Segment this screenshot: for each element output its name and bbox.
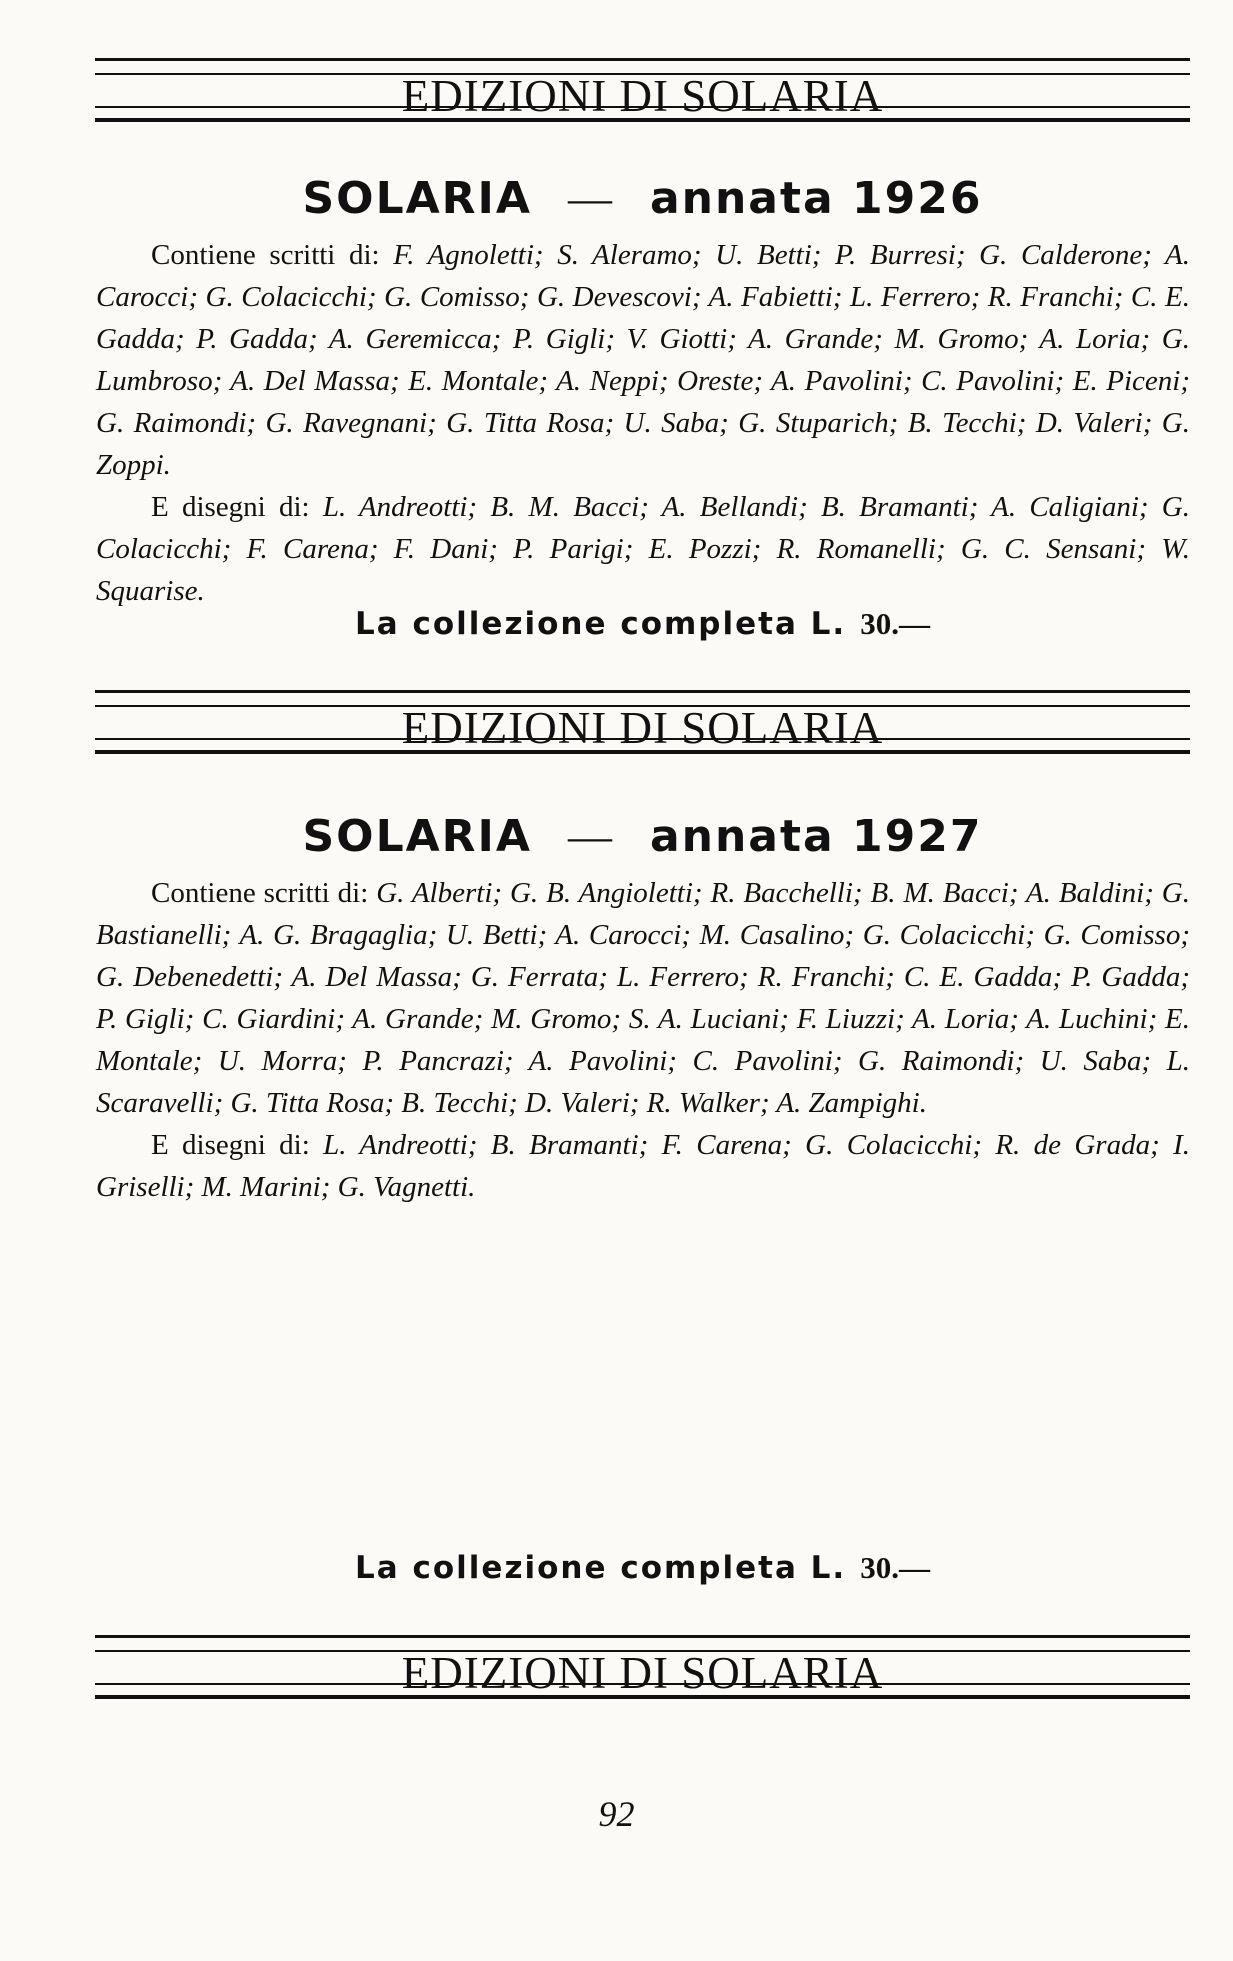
price: 30.— xyxy=(860,1550,930,1585)
writings-authors: G. Alberti; G. B. Angioletti; R. Bacchelli; B. M. Bacci; A. Baldini; G. Bastianelli; A. G. Bragaglia; U. Betti; A. Carocci; M. Casalino; G. Colacicchi; G. Comisso; G. Debenedetti; A. Del Massa; G. Ferrata; L. Ferrero; R. Franchi; C. E. Gadda; P. Gadda; P. Gigli; C. Giardini; A. Grande; M. Gromo; S. A. Luciani; F. Liuzzi; A. Loria; A. Luchini; E. Montale; U. Morra; P. Pancrazi; A. Pavolini; C. Pavolini; G. Raimondi; U. Saba; L. Scaravelli; G. Titta Rosa; B. Tecchi; D. Valeri; R. Walker; A. Zampighi. xyxy=(96,877,1191,1119)
section-heading-1926 xyxy=(95,174,1190,224)
writings-lead: Contiene scritti di: xyxy=(151,877,369,909)
publisher-banner xyxy=(95,690,1190,754)
writings-paragraph xyxy=(96,872,1190,1124)
section-body-1926 xyxy=(96,234,1190,612)
double-rule-bottom xyxy=(95,106,1190,122)
banner-title: EDIZIONI DI SOLARIA xyxy=(401,703,884,753)
page-number: 92 xyxy=(598,1794,635,1834)
journal-title: SOLARIA xyxy=(302,811,532,862)
writings-authors: F. Agnoletti; S. Aleramo; U. Betti; P. Burresi; G. Calderone; A. Carocci; G. Colacicchi; G. Comisso; G. Devescovi; A. Fabietti; L. Ferrero; R. Franchi; C. E. Gadda; P. Gadda; A. Geremicca; P. Gigli; V. Giotti; A. Grande; M. Gromo; A. Loria; G. Lumbroso; A. Del Massa; E. Montale; A. Neppi; Oreste; A. Pavolini; C. Pavolini; E. Piceni; G. Raimondi; G. Ravegnani; G. Titta Rosa; U. Saba; G. Stuparich; B. Tecchi; D. Valeri; G. Zoppi. xyxy=(96,239,1191,481)
drawings-lead: E disegni di: xyxy=(151,491,310,523)
collection-price-1927 xyxy=(95,1548,1190,1588)
drawings-artists: L. Andreotti; B. M. Bacci; A. Bellandi; B. Bramanti; A. Caligiani; G. Colacicchi; F. Carena; F. Dani; P. Parigi; E. Pozzi; R. Romanelli; G. C. Sensani; W. Squarise. xyxy=(96,491,1191,607)
writings-lead: Contiene scritti di: xyxy=(151,239,380,271)
writings-paragraph xyxy=(96,234,1190,486)
banner-title: EDIZIONI DI SOLARIA xyxy=(401,1648,884,1698)
double-rule-bottom xyxy=(95,738,1190,754)
drawings-paragraph xyxy=(96,1124,1190,1208)
journal-title: SOLARIA xyxy=(302,173,532,224)
section-body-1927 xyxy=(96,872,1190,1208)
banner-title: EDIZIONI DI SOLARIA xyxy=(401,71,884,121)
year-label: annata 1927 xyxy=(649,811,983,862)
heading-dash: — xyxy=(567,812,614,861)
publisher-banner xyxy=(95,1635,1190,1699)
drawings-artists: L. Andreotti; B. Bramanti; F. Carena; G. Colacicchi; R. de Grada; I. Griselli; M. Marini; G. Vagnetti. xyxy=(96,1129,1190,1203)
collection-price-1926 xyxy=(95,604,1190,644)
double-rule-bottom xyxy=(95,1683,1190,1699)
heading-dash: — xyxy=(567,174,614,223)
section-heading-1927 xyxy=(95,812,1190,862)
publisher-banner xyxy=(95,58,1190,122)
collection-label: La collezione completa L. xyxy=(355,1550,847,1586)
drawings-paragraph xyxy=(96,486,1190,612)
price: 30.— xyxy=(860,606,930,641)
collection-label: La collezione completa L. xyxy=(355,606,847,642)
drawings-lead: E disegni di: xyxy=(151,1129,310,1161)
year-label: annata 1926 xyxy=(649,173,983,224)
